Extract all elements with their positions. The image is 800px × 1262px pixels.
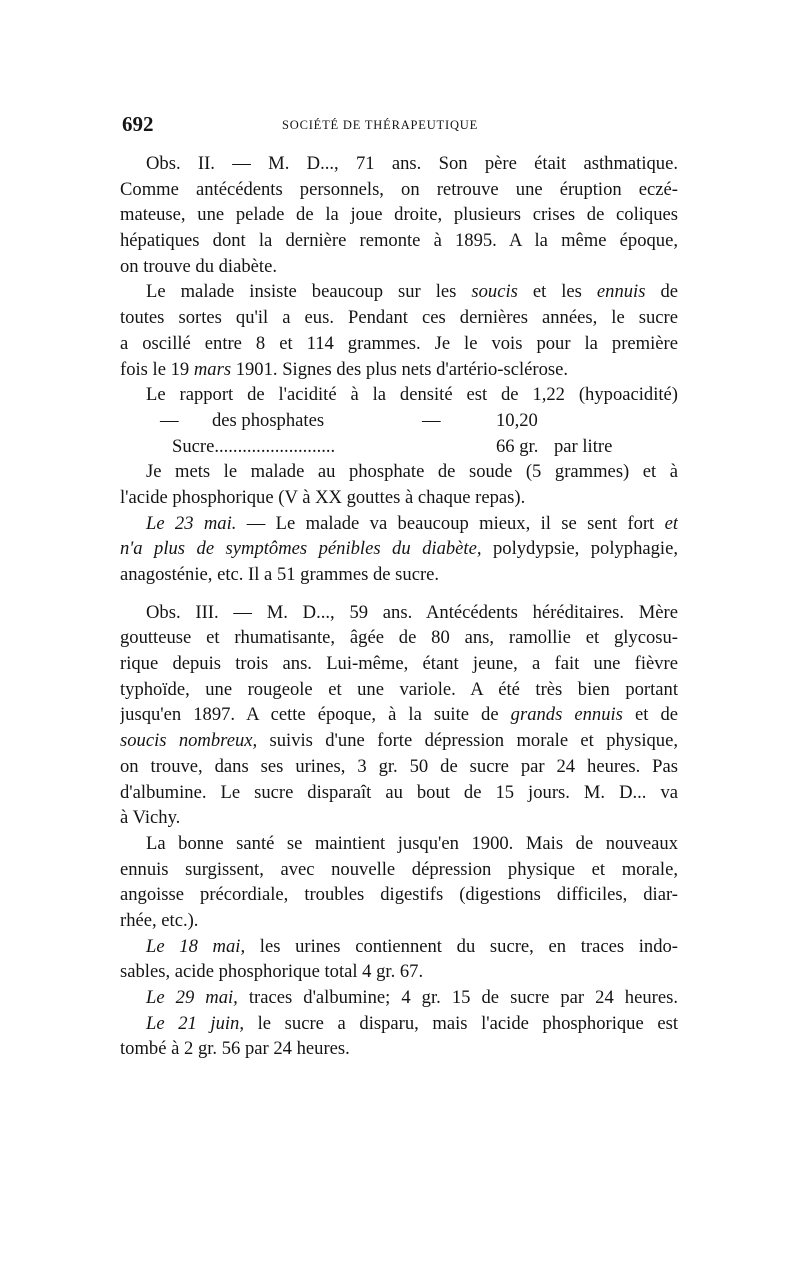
obs3-para2-line-1: La bonne santé se maintient jusqu'en 1900. Mais de nouveaux [146, 832, 678, 854]
analysis-label: Sucre.......................... [172, 435, 336, 457]
text-run: traces d'albumine; 4 gr. 15 de sucre par 24 heures. [237, 987, 678, 1008]
italic-run: Le 23 mai. [146, 512, 237, 534]
text-run: le sucre a disparu, mais l'acide phosphorique est [244, 1012, 678, 1034]
italic-run: soucis nombreux, [120, 730, 258, 752]
text-run: les urines contiennent du sucre, en traces indo- [245, 935, 678, 957]
italic-run: ennuis [596, 281, 646, 303]
text-run: — Le malade va beaucoup mieux, il se sent fort [236, 512, 665, 534]
text-run: polydypsie, polyphagie, [481, 538, 678, 560]
text-run: et de [622, 704, 678, 726]
obs2-para3-line-2: l'acide phosphorique (V à XX gouttes à chaque repas). [120, 486, 526, 508]
ditto-dash: — [160, 409, 179, 431]
obs2-line-3: mateuse, une pelade de la joue droite, plusieurs crises de coliques [120, 204, 678, 226]
obs3-para3-line-2: sables, acide phosphorique total 4 gr. 67. [120, 961, 424, 983]
text-run: et les [517, 281, 597, 303]
analysis-row-acidity: Le rapport de l'acidité à la densité est de 1,22 (hypoacidité) [146, 384, 678, 406]
italic-run: n'a plus de symptômes pénibles du diabète, [120, 538, 482, 560]
obs2-para4-line-1 [120, 511, 678, 537]
obs3-line-5 [120, 702, 678, 728]
analysis-unit: par litre [554, 435, 613, 457]
page-number: 692 [122, 112, 154, 136]
text-run: Le malade insiste beaucoup sur les [146, 281, 472, 303]
obs2-line-2: Comme antécédents personnels, on retrouve une éruption eczé- [120, 178, 678, 200]
text-run: suivis d'une forte dépression morale et physique, [257, 730, 678, 752]
obs2-para4-line-2 [120, 536, 678, 562]
obs3-line-2: goutteuse et rhumatisante, âgée de 80 ans, ramollie et glycosu- [120, 627, 678, 649]
obs3-line-3: rique depuis trois ans. Lui-même, étant jeune, a fait une fièvre [120, 653, 678, 675]
text-run: fois le 19 [120, 358, 194, 380]
text-run: jusqu'en 1897. A cette époque, à la suite de [120, 704, 511, 726]
ditto-dash: — [422, 409, 441, 431]
obs3-line-1: Obs. III. — M. D..., 59 ans. Antécédents héréditaires. Mère [146, 601, 678, 623]
obs3-para2-line-3: angoisse précordiale, troubles digestifs (digestions difficiles, diar- [120, 884, 678, 906]
obs2-para2-line-2: toutes sortes qu'il a eus. Pendant ces dernières années, le sucre [120, 307, 678, 329]
obs3-para2-line-4: rhée, etc.). [120, 909, 199, 931]
obs2-para4-line-3: anagosténie, etc. Il a 51 grammes de sucre. [120, 564, 440, 585]
analysis-value: 10,20 [496, 409, 538, 431]
italic-run: Le 18 mai, [146, 935, 246, 957]
text-run: 1901. Signes des plus nets d'artério-sclérose. [231, 358, 569, 380]
analysis-row-sugar [120, 434, 678, 460]
obs3-line-8: d'albumine. Le sucre disparaît au bout de 15 jours. M. D... va [120, 781, 678, 803]
obs3-para5-line-2: tombé à 2 gr. 56 par 24 heures. [120, 1038, 350, 1060]
obs3-line-6 [120, 728, 678, 754]
obs3-line-7: on trouve, dans ses urines, 3 gr. 50 de sucre par 24 heures. Pas [120, 755, 678, 777]
obs3-line-4: typhoïde, une rougeole et une variole. A été très bien portant [120, 678, 678, 700]
obs2-line-4: hépatiques dont la dernière remonte à 1895. A la même époque, [120, 230, 678, 252]
body-text [120, 151, 678, 1062]
analysis-label: des phosphates [212, 409, 325, 431]
text-run: de [645, 281, 678, 303]
analysis-value: 66 gr. [496, 435, 539, 457]
obs2-para2-line-3: a oscillé entre 8 et 114 grammes. Je le vois pour la première [120, 332, 678, 354]
italic-run: Le 29 mai, [146, 987, 238, 1008]
obs3-para3-line-1 [120, 934, 678, 960]
obs3-line-9: à Vichy. [120, 807, 181, 829]
page-header [122, 112, 682, 142]
italic-run: mars [193, 358, 232, 380]
obs2-line-1: Obs. II. — M. D..., 71 ans. Son père était asthmatique. [146, 153, 678, 174]
section-gap [120, 588, 678, 600]
obs3-para4-line-1 [120, 985, 678, 1011]
analysis-row-phosphates [120, 408, 678, 434]
obs2-line-5: on trouve du diabète. [120, 255, 277, 277]
italic-run: grands ennuis [510, 704, 623, 726]
obs2-para3-line-1: Je mets le malade au phosphate de soude (5 grammes) et à [146, 461, 678, 483]
italic-run: soucis [471, 281, 518, 303]
obs3-para2-line-2: ennuis surgissent, avec nouvelle dépression physique et morale, [120, 858, 678, 880]
obs3-para5-line-1 [120, 1011, 678, 1037]
italic-run: Le 21 juin, [146, 1012, 245, 1034]
running-head: SOCIÉTÉ DE THÉRAPEUTIQUE [282, 118, 479, 132]
obs2-para2-line-1 [120, 279, 678, 305]
obs2-para2-line-4 [120, 357, 678, 383]
italic-run: et [664, 512, 678, 534]
